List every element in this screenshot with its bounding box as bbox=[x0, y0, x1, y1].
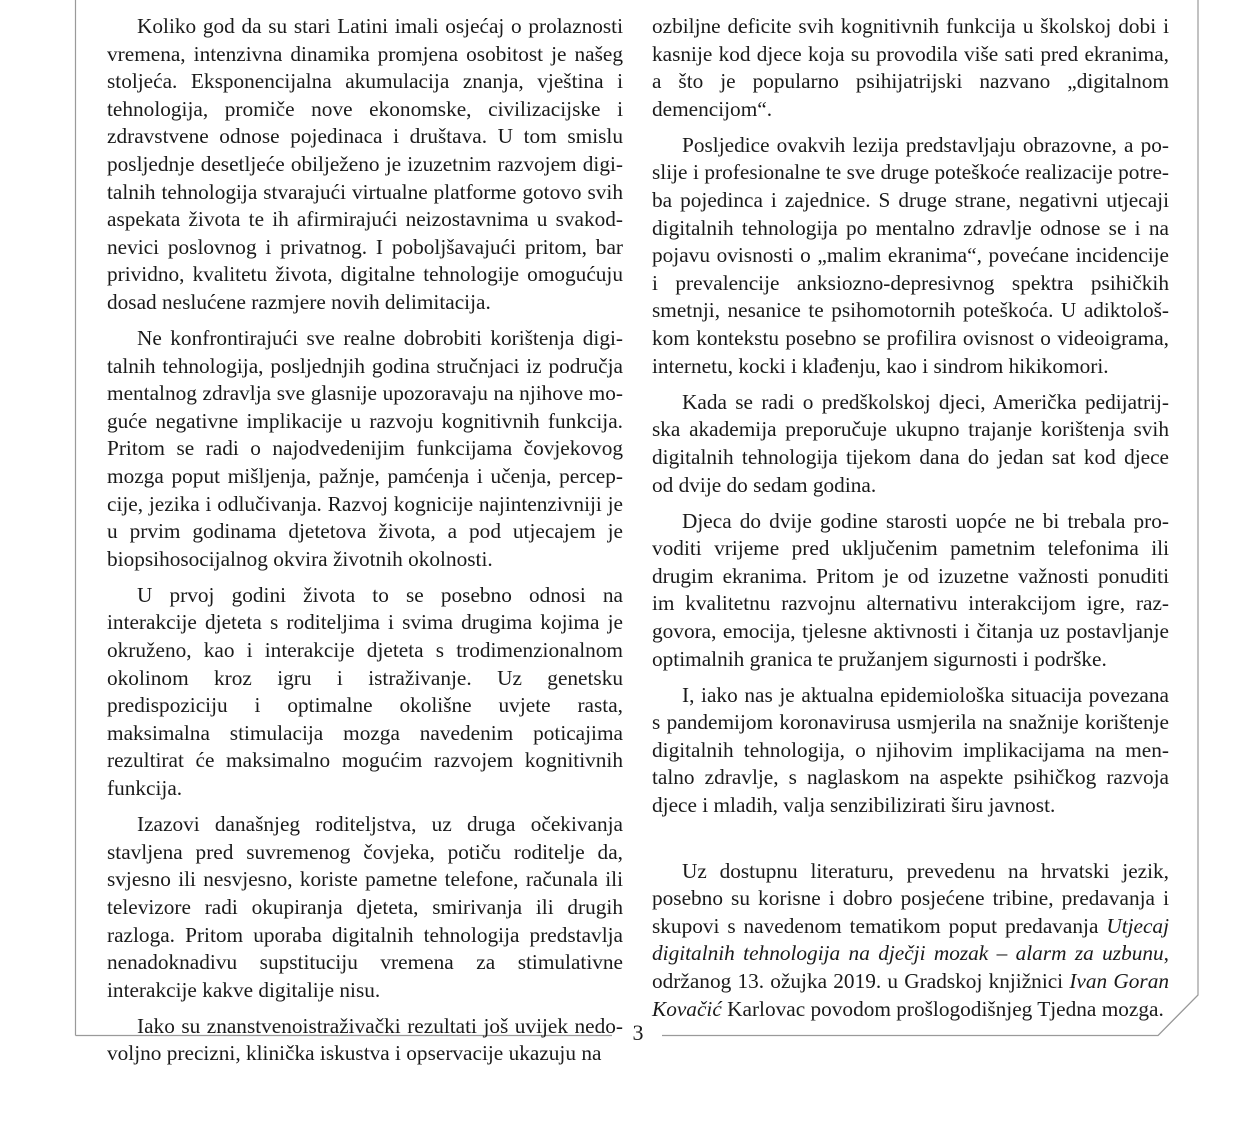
right-paragraph-4: Djeca do dvije godine starosti uopće ne bi trebala provoditi vrijeme pred uključenim pametnim telefonima ili drugim ekranima. Pritom je od izuzetne važnosti ponuditi im kvalitetnu razvojnu alternativu interakcijom igre, razgovora, emocija, tjelesne aktivnosti i čitanja uz postavljanje optimalnih granica te pružanjem sigurnosti i podrške. bbox=[652, 508, 1169, 671]
left-paragraph-1: Koliko god da su stari Latini imali osjećaj o prolaznosti vremena, intenzivna dinamika promjena osobitost je našeg stoljeća. Eksponencijalna akumulacija znanja, vještina i tehnologija, promiče nove ekonomske, civilizacijske i zdravstvene odnose pojedinaca i društava. U tom smislu posljednje desetljeće obilježeno je izuzetnim razvojem digitalnih tehnologija stvarajući virtualne platforme gotovo svih aspekata života te ih afirmirajući neizostavnima u svakodnevici poslovnog i privatnog. I poboljšavajući pritom, bar prividno, kvalitetu života, digitalne tehnologije omogućuju dosad neslućene razmjere novih delimitacija. bbox=[107, 14, 623, 314]
page-number: 3 bbox=[632, 1020, 644, 1045]
left-paragraph-3: U prvoj godini života to se posebno odnosi na interakcije djeteta s roditeljima i svima drugima kojima je okruženo, kao i interakcije djeteta s trodimenzionalnom okolinom kroz igru i istraživanje. Uz genetsku predispoziciju i optimalne okolišne uvjete rasta, maksimalna stimulacija mozga navedenim poticajima rezultirat će maksimalno mogućim razvojem kognitivnih funkcija. bbox=[107, 582, 623, 801]
left-column bbox=[107, 13, 623, 1068]
right-paragraph-6 bbox=[652, 858, 1169, 1024]
left-paragraph-5: Iako su znanstvenoistraživački rezultati još uvijek nedovoljno precizni, klinička iskustva i opservacije ukazuju na bbox=[107, 1013, 623, 1066]
right-paragraph-5: I, iako nas je aktualna epidemiološka situacija povezana s pandemijom koronavirusa usmjerila na snažnije korištenje digitalnih tehnologija, o njihovim implikacijama na mentalno zdravlje, s naglaskom na aspekte psihičkog razvoja djece i mladih, valja senzibilizirati širu javnost. bbox=[652, 682, 1169, 818]
lecture-title: Utjecaj digitalnih tehnologija na dječji mozak – alarm za uzbunu bbox=[652, 913, 1169, 966]
right-paragraph-6-part-2: , održanog 13. ožujka 2019. u Gradskoj knjižnici bbox=[652, 941, 1169, 993]
right-paragraph-3: Kada se radi o predškolskoj djeci, Američka pedijatrijska akademija preporučuje ukupno trajanje korištenja svih digitalnih tehnologija tijekom dana do jedan sat kod djece od dvije do sedam godina. bbox=[652, 389, 1169, 497]
right-paragraph-2: Posljedice ovakvih lezija predstavljaju obrazovne, a poslije i profesionalne te sve druge poteškoće realizacije potreba pojedinca i zajednice. S druge strane, negativni utjecaji digitalnih tehnologija po mentalno zdravlje odnose se i na pojavu ovisnosti o „malim ekranima“, povećane incidencije i prevalencije anksiozno-depresivnog spektra psihičkih smetnji, nesanice te psihomotornih poteškoća. U adiktološkom kontekstu posebno se profilira ovisnost o videoigrama, internetu, kocki i klađenju, kao i sindrom hikikomori. bbox=[652, 132, 1169, 378]
right-paragraph-1: ozbiljne deficite svih kognitivnih funkcija u školskoj dobi i kasnije kod djece koja su provodila više sati pred ekranima, a što je popularno psihijatrijski nazvano „digitalnom demencijom“. bbox=[652, 14, 1169, 121]
left-paragraph-4: Izazovi današnjeg roditeljstva, uz druga očekivanja stavljena pred suvremenog čovjeka, potiču roditelje da, svjesno ili nesvjesno, koriste pametne telefone, računala ili televizore radi okupiranja djeteta, smirivanja ili drugih razloga. Pritom uporaba digitalnih tehnologija predstavlja nenadoknadivu supstituciju vremena za stimulativne interakcije kakve digitalije nisu. bbox=[107, 812, 623, 1002]
right-paragraph-6-part-1: Uz dostupnu literaturu, prevedenu na hrvatski jezik, posebno su korisne i dobro posjećene tribine, predavanja i skupovi s navedenom tematikom poput predavanja bbox=[652, 858, 1169, 938]
left-paragraph-2: Ne konfrontirajući sve realne dobrobiti korištenja digitalnih tehnologija, posljednjih godina stručnjaci iz područja mentalnog zdravlja sve glasnije upozoravaju na njihove moguće negativne implikacije u razvoju kognitivnih funkcija. Pritom se radi o najodvedenijim funkcijama čovjekovog mozga poput mišljenja, pažnje, pamćenja i učenja, percepcije, jezika i odlučivanja. Razvoj kognicije najintenzivniji je u prvim godinama djetetova života, a pod utjecajem je biopsihosocijalnog okvira životnih okolnosti. bbox=[107, 326, 623, 571]
library-name: Ivan Goran Kovačić bbox=[652, 969, 1170, 1021]
right-paragraph-6-part-3: Karlovac povodom prošlogodišnjeg Tjedna mozga. bbox=[721, 996, 1164, 1021]
right-column bbox=[652, 13, 1169, 1023]
